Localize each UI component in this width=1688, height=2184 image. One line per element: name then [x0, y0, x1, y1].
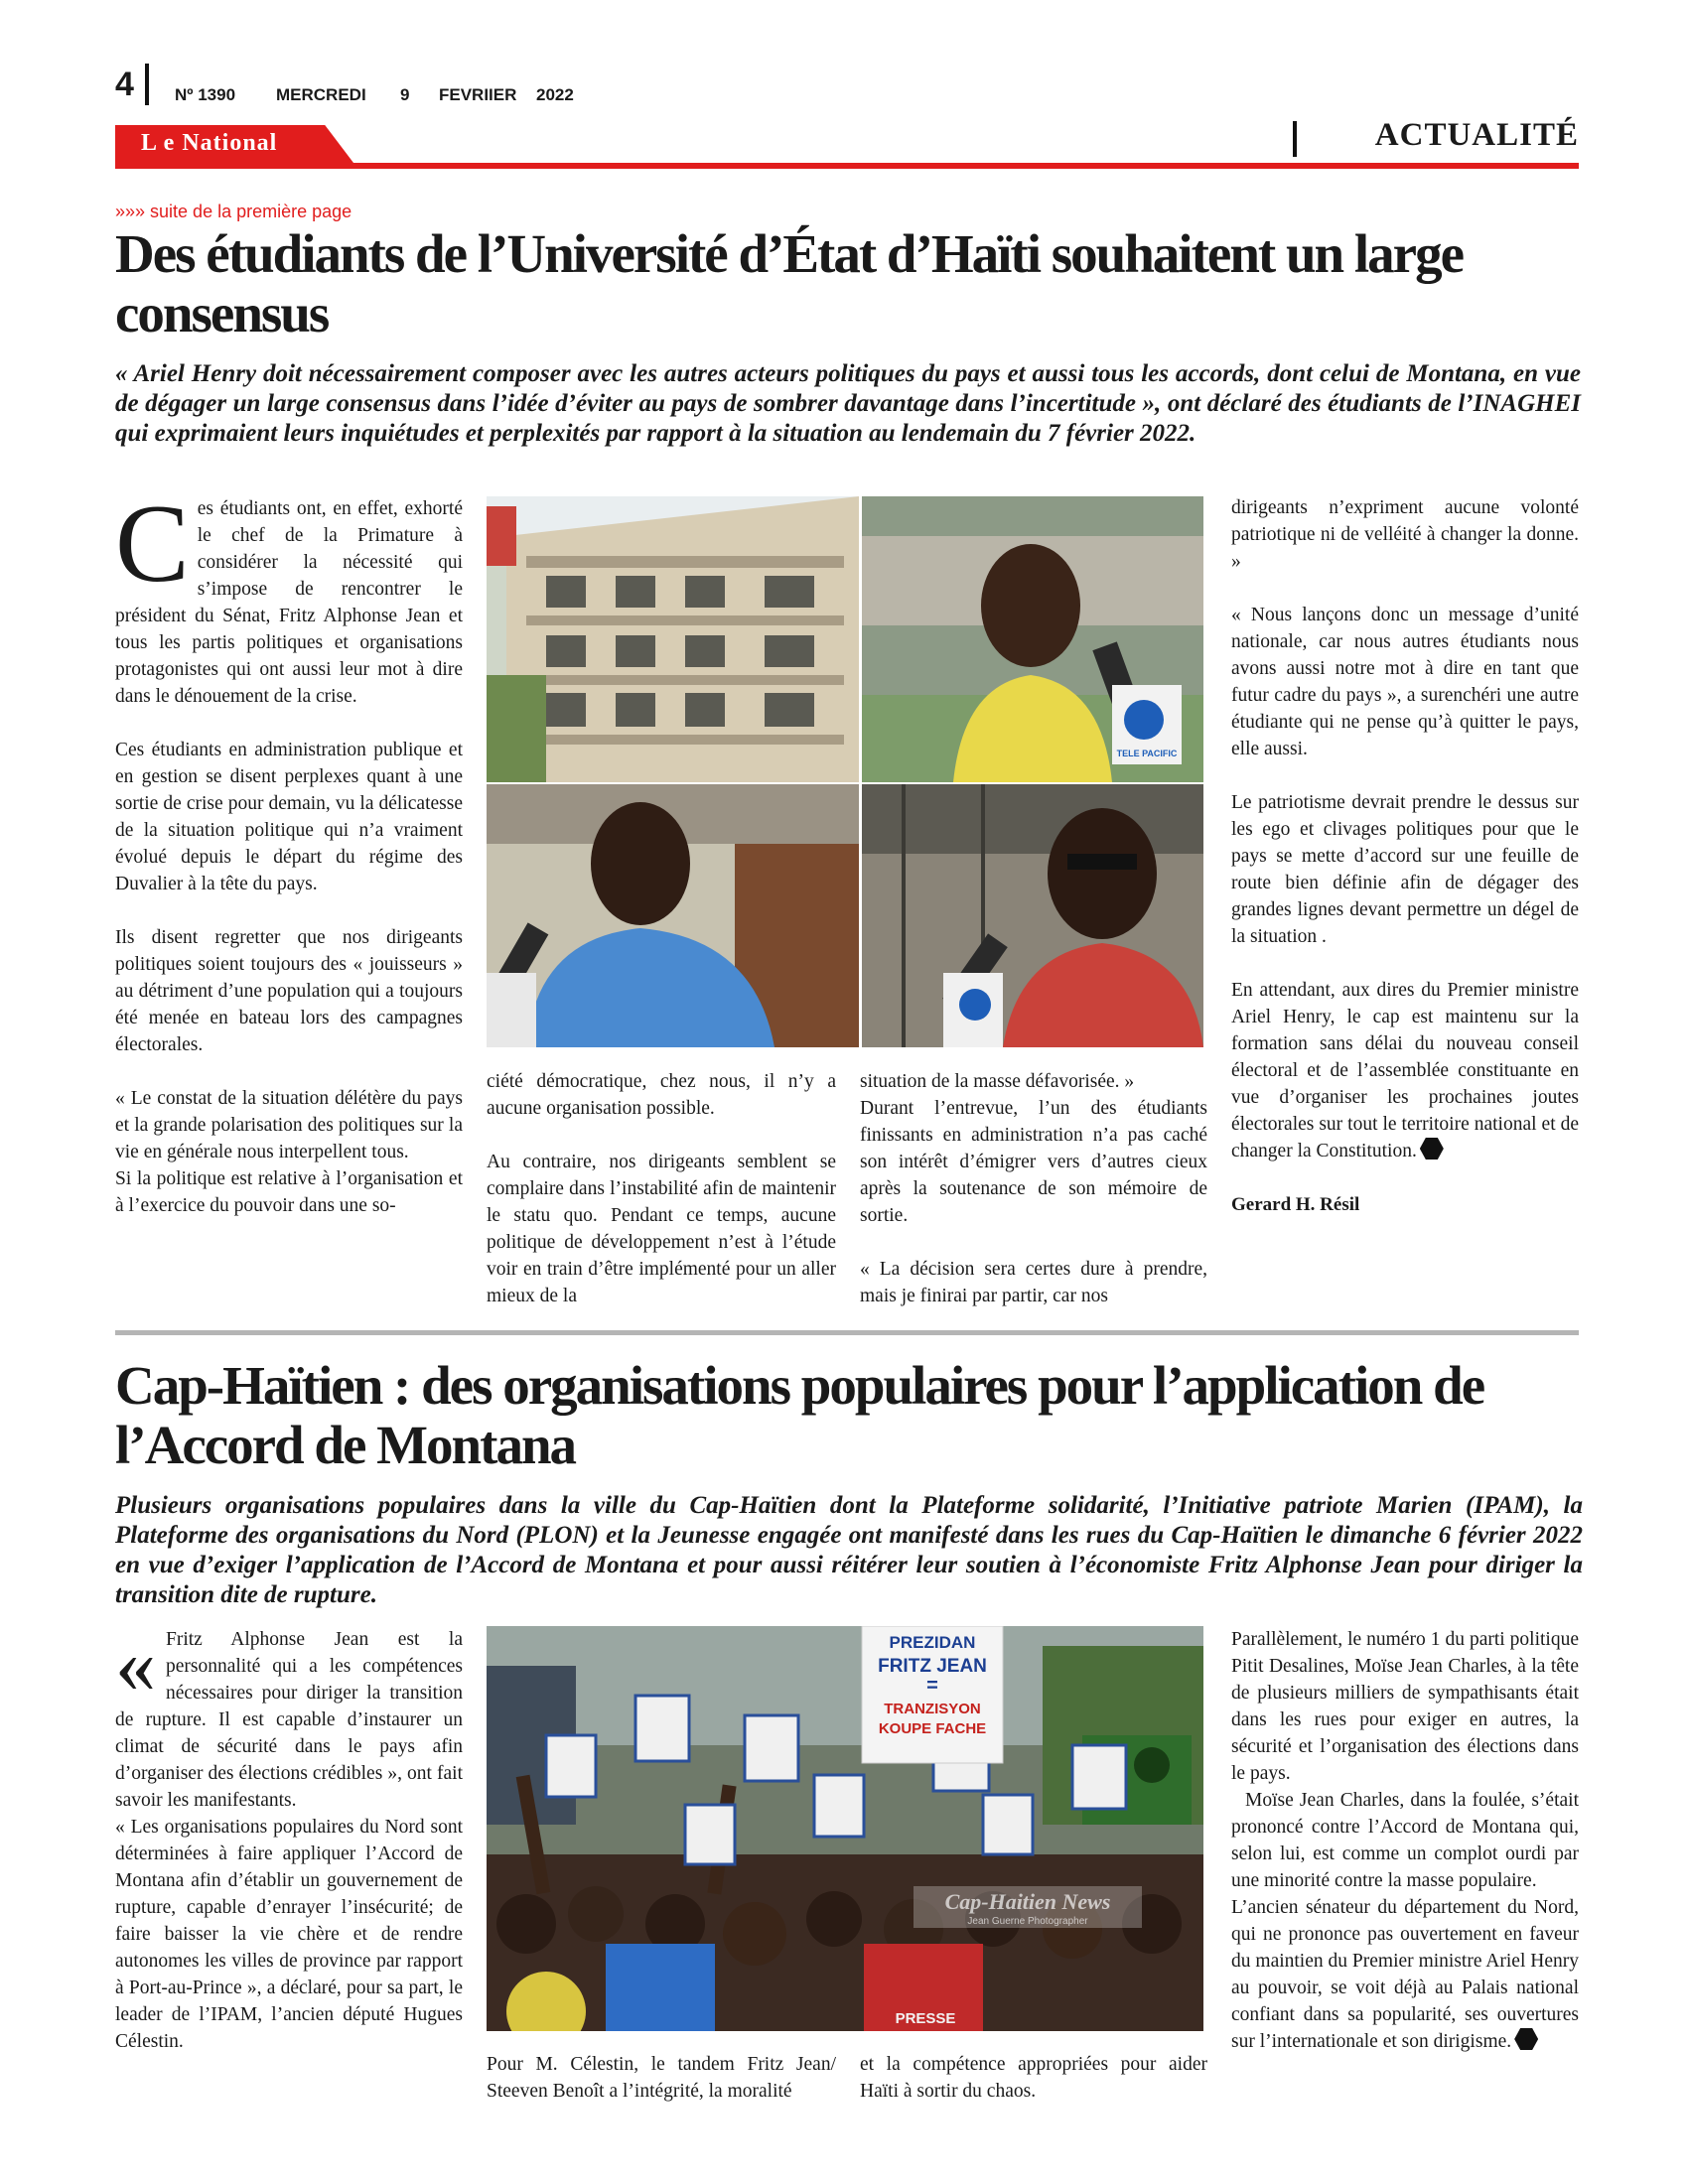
issue-month: FEVRIIER — [439, 85, 517, 104]
article1-deck: « Ariel Henry doit nécessairement composer avec les autres acteurs politiques du pays et aussi tous les accords, dont celui de Montana, en vue de dégager un large consensus dans l’idée d’éviter au pays de sombrer davantage dans l’incertitude », ont déclaré des étudiants de l’INAGHEI qui exprimaient leurs inquiétudes et perplexités par rapport à la situation au lendemain du 7 février 2022. — [115, 360, 1581, 447]
paragraph: En attendant, aux dires du Premier ministre Ariel Henry, le cap est maintenu sur la formation sans délai du nouveau conseil électoral et de l’assemblée constituante en vue d’organiser les prochaines joutes électorales sur tout le territoire national et de changer la Constitution. — [1231, 980, 1579, 1161]
sign-text-2: FRITZ JEAN — [878, 1656, 987, 1677]
paragraph: « La décision sera certes dure à prendre, mais je finirai par partir, car nos — [860, 1259, 1207, 1306]
paragraph: es étudiants ont, en effet, exhorté le chef de la Primature à considérer la nécessité qui s’impose de rencontrer le président du Sénat, Fritz Alphonse Jean et tous les partis politiques et organisations protagonistes qui ont aussi leur mot à dire dans le dénouement de la crise. — [115, 498, 463, 707]
paragraph: « Les organisations populaires du Nord sont déterminées à faire appliquer l’Accord de Montana afin d’établir un gouvernement de rupture, capable d’enrayer l’insécurité; de faire baisser la vie chère et de rendre autonomes les villes de province par rapport à Port-au-Prince », a déclaré, pour sa part, le leader de l’IPAM, l’ancien député Hugues Célestin. — [115, 1817, 463, 2052]
paragraph: dirigeants n’expriment aucune volonté patriotique ni de velléité à changer la donne. » — [1231, 497, 1579, 572]
issue-day: 9 — [400, 85, 410, 104]
article1-column-4 — [1231, 494, 1579, 1218]
paragraph: ciété démocratique, chez nous, il n’y a aucune organisation possible. — [487, 1071, 836, 1119]
section-divider — [1293, 121, 1297, 157]
header-divider — [145, 64, 149, 105]
paragraph: Fritz Alphonse Jean est la personnalité qui a les compétences nécessaires pour diriger la transition de rupture. Il est capable d’instaurer un climat de sécurité dans le pays afin d’organiser des élections crédibles », ont fait savoir les manifestants. — [115, 1629, 463, 1811]
paragraph: Ils disent regretter que nos dirigeants politiques soient toujours des « jouisseurs » au détriment d’une population qui a toujours été menée en bateau lors des campagnes électorales. — [115, 927, 463, 1055]
paragraph: Le patriotisme devrait prendre le dessus sur les ego et clivages politiques pour que le pays se mette d’accord sur une feuille de route bien définie afin de dégager des grandes lignes devant permettre un dégel de la situation . — [1231, 792, 1579, 947]
paragraph: L’ancien sénateur du département du Nord, qui ne prononce pas ouvertement en faveur du maintien du Premier ministre Ariel Henry au pouvoir, se voit déjà au Palais national confiant dans sa popularité, ses ouvertures sur l’internationale et son dirigisme. — [1231, 1897, 1579, 2052]
continued-kicker: »»» suite de la première page — [115, 202, 352, 221]
paragraph: situation de la masse défavorisée. » — [860, 1071, 1135, 1092]
paragraph: « Le constat de la situation délétère du pays et la grande polarisation des politiques sur la vie en générale nous interpellent tous. — [115, 1088, 463, 1162]
student-interview-photo-2 — [487, 784, 859, 1047]
header-rule — [115, 163, 1579, 169]
watermark-text: Cap-Haitien News — [944, 1889, 1111, 1914]
section-name: ACTUALITÉ — [1374, 117, 1579, 153]
sign-text-1: PREZIDAN — [889, 1633, 976, 1652]
article1-column-2 — [487, 1068, 836, 1309]
newspaper-brand: L e National — [141, 130, 278, 156]
opening-guillemet: « — [115, 1619, 156, 1709]
issue-number: Nº 1390 — [175, 85, 236, 104]
article2-headline: Cap-Haïtien : des organisations populaires pour l’application de l’Accord de Montana — [115, 1355, 1484, 1475]
paragraph: Ces étudiants en administration publique et en gestion se disent perplexes quant à une sortie de crise pour demain, vu la délicatesse de la situation politique qui n’a vraiment évolué depuis le départ du régime des Duvalier à la tête du pays. — [115, 740, 463, 894]
sign-text-3: = — [926, 1675, 938, 1697]
sign-text-4: TRANZISYON — [884, 1701, 981, 1717]
article2-deck: Plusieurs organisations populaires dans la ville du Cap-Haïtien dont la Plateforme solidarité, l’Initiative patriote Marien (IPAM), la Plateforme des organisations du Nord (PLON) et la Jeunesse engagée ont manifesté dans les rues du Cap-Haïtien le dimanche 6 février 2022 en vue d’exiger l’application de l’Accord de Montana et pour aussi réitérer leur soutien à l’économiste Fritz Alphonse Jean pour diriger la transition dite de rupture. — [115, 1492, 1583, 1608]
article2-column-2 — [487, 2051, 836, 2105]
paragraph: Pour M. Célestin, le tandem Fritz Jean/ Steeven Benoît a l’intégrité, la moralité — [487, 2054, 836, 2102]
paragraph: Si la politique est relative à l’organisation et à l’exercice du pouvoir dans une so- — [115, 1168, 463, 1216]
article2-column-4 — [1231, 1626, 1579, 2055]
paragraph: et la compétence appropriées pour aider Haïti à sortir du chaos. — [860, 2054, 1207, 2102]
page-number: 4 — [115, 66, 134, 103]
drop-cap: C — [115, 482, 190, 606]
end-of-article-icon — [1514, 2028, 1538, 2050]
article1-headline: Des étudiants de l’Université d’État d’Haïti souhaitent un large consensus — [115, 223, 1463, 343]
shirt-text: PRESSE — [895, 2010, 956, 2027]
article2-column-1 — [115, 1619, 463, 2055]
sign-text-5: KOUPE FACHE — [878, 1720, 987, 1737]
protest-sign — [862, 1626, 1003, 1763]
student-interview-photo-1 — [862, 496, 1203, 782]
paragraph: Durant l’entrevue, l’un des étudiants finissants en administration n’a pas caché son intérêt d’émigrer vers d’autres cieux après la soutenance de son mémoire de sortie. — [860, 1098, 1207, 1226]
end-of-article-icon — [1420, 1138, 1444, 1160]
issue-year: 2022 — [536, 85, 574, 104]
author-byline: Gerard H. Résil — [1231, 1194, 1360, 1215]
paragraph: Au contraire, nos dirigeants semblent se complaire dans l’instabilité afin de maintenir le statu quo. Pendant ce temps, aucune politique de développement n’est à l’étude voir en train d’être implémenté pour un aller mieux de la — [487, 1152, 836, 1306]
photo-watermark — [914, 1886, 1142, 1928]
student-interview-photo-3 — [862, 784, 1203, 1047]
mic-label: TELE PACIFIC — [1116, 749, 1178, 758]
watermark-subtext: Jean Guerne Photographer — [967, 1916, 1088, 1927]
article1-column-1 — [115, 482, 463, 1219]
university-building-photo — [487, 496, 859, 782]
article-separator — [115, 1330, 1579, 1335]
article2-column-3 — [860, 2051, 1207, 2105]
paragraph: Moïse Jean Charles, dans la foulée, s’était prononcé contre l’Accord de Montana qui, selon lui, est comme un complot ourdi par une minorité contre la masse populaire. — [1231, 1790, 1579, 1891]
students-photo-collage — [487, 496, 1203, 1047]
paragraph: « Nous lançons donc un message d’unité nationale, car nous autres étudiants nous avons aussi notre mot à dire en tant que futur cadre du pays », a surenchéri une autre étudiante qui ne pense qu’à quitter le pays, elle aussi. — [1231, 605, 1579, 759]
issue-weekday: MERCREDI — [276, 85, 366, 104]
article1-column-3 — [860, 1068, 1207, 1309]
paragraph: Parallèlement, le numéro 1 du parti politique Pitit Desalines, Moïse Jean Charles, à la tête de plusieurs milliers de sympathisants était dans les rues pour exiger en autres, la sécurité et l’organisation des élections dans le pays. — [1231, 1629, 1579, 1784]
protest-photo — [487, 1626, 1203, 2031]
